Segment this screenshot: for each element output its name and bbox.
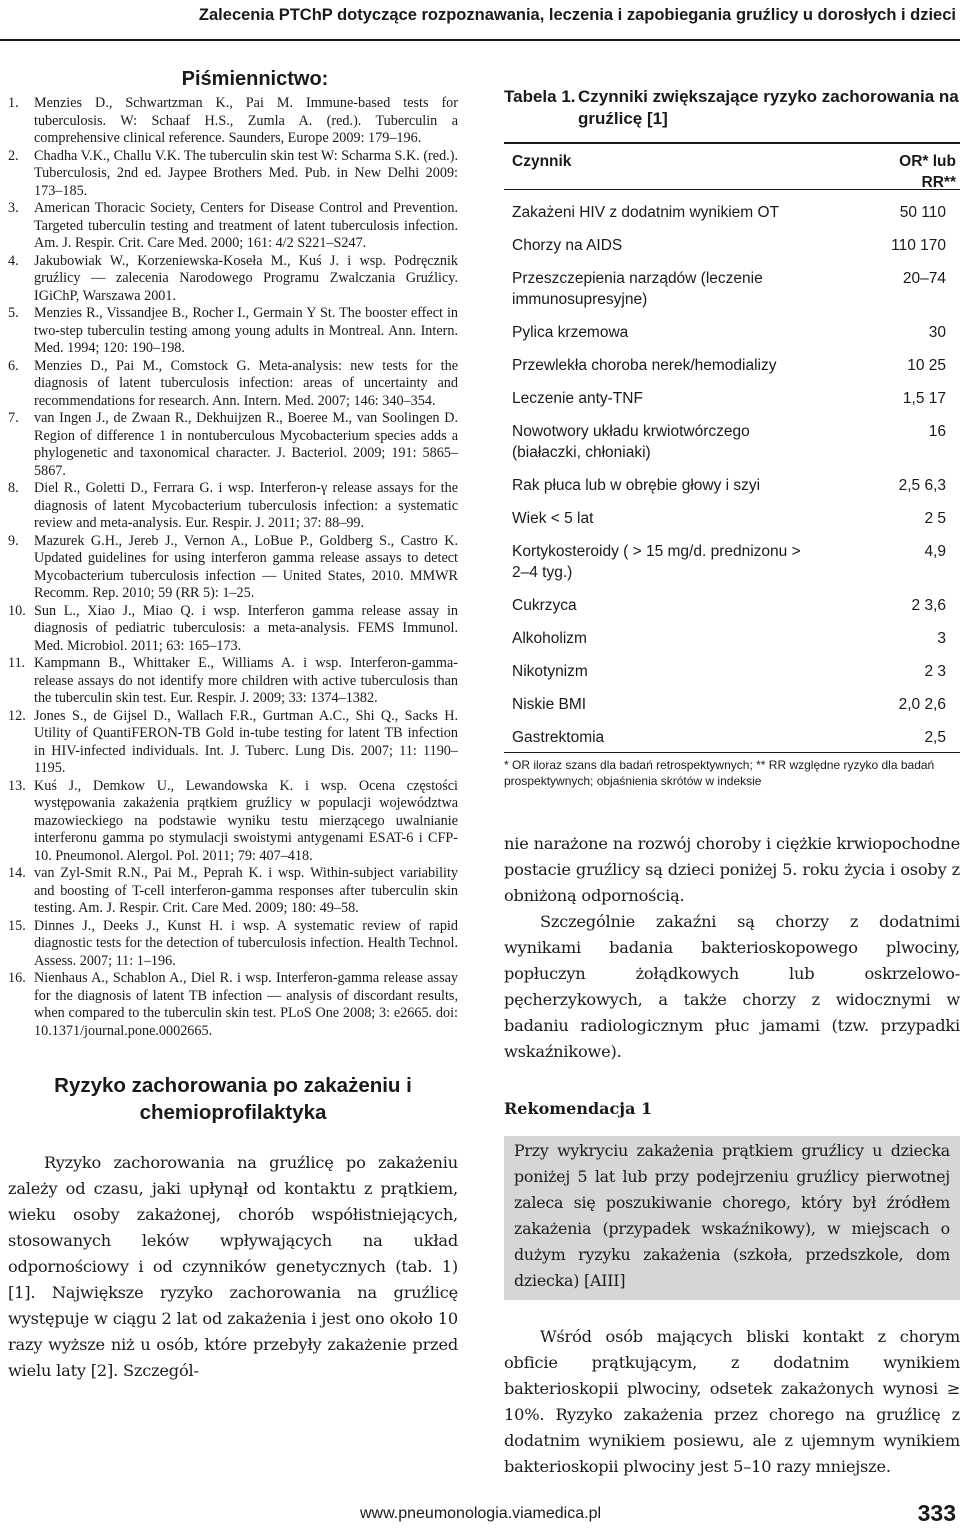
section-paragraph: Ryzyko zachorowania na gruźlicę po zakażeniu zależy od czasu, jaki upłynął od kontaktu z prątkiem, wieku osoby zakażonej, chorób współistniejących, stosowanych leków wpływających na układ odpornościowy i od czynników genetycznych (tab. 1) [1]. Największe ryzyko zachorowania na gruźlicę występuje w ciągu 2 lat od zakażenia i jest ono około 10 razy wyższe niż u osób, które przebyły zakażenie przed wielu laty [2]. Szczegól- — [8, 1153, 458, 1380]
references-title: Piśmiennictwo: — [181, 68, 329, 90]
reference-number: 4. — [8, 252, 19, 269]
table-cell-value: 2,5 — [924, 728, 946, 746]
table-cell-factor: Leczenie anty-TNF — [512, 389, 643, 407]
reference-item — [8, 918, 458, 971]
table-row — [504, 202, 960, 223]
table-cell-factor: Pylica krzemowa — [512, 323, 629, 341]
reference-text: American Thoracic Society, Centers for Disease Control and Prevention. Targeted tuberculin testing and treatment of latent tuberculosis infection. Am. J. Respir. Crit. Care Med. 2000; 161: 4/2 S221–S247. — [34, 200, 458, 251]
table-caption-text: Czynniki zwiększające ryzyko zachorowania na gruźlicę [1] — [578, 87, 959, 128]
table-cell-factor: Alkoholizm — [512, 629, 587, 647]
table-header-value-line1: OR* lub — [899, 152, 956, 170]
reference-item — [8, 603, 458, 656]
reference-number: 12. — [8, 707, 26, 724]
table-cell-factor: Zakażeni HIV z dodatnim wynikiem OT — [512, 203, 780, 221]
left-column — [8, 68, 458, 1384]
table-body — [504, 202, 960, 748]
reference-text: Kuś J., Demkow U., Lewandowska K. i wsp. Ocena częstości występowania zakażenia prątkiem gruźlicy w populacji województwa mazowieckiego na podstawie wyniku testu mierzącego uwalnianie interferonu gamma po stymulacji swoistymi antygenami ESAT-6 i CFP-10. Pneumonol. Alergol. Pol. 2011; 79: 407–418. — [34, 777, 458, 864]
section-title: Ryzyko zachorowania po zakażeniu i chemioprofilaktyka — [54, 1074, 412, 1124]
table-cell-factor: Wiek < 5 lat — [512, 509, 594, 527]
header-rule — [0, 39, 960, 41]
table-row — [504, 235, 960, 256]
reference-text: Dinnes J., Deeks J., Kunst H. i wsp. A systematic review of rapid diagnostic tests for the detection of tuberculosis infection. Health Technol. Assess. 2007; 11: 1–196. — [34, 917, 458, 969]
reference-text: Kampmann B., Whittaker E., Williams A. i wsp. Interferon-gamma-release assays do not identify more children with active tuberculosis than the tuberculin skin test. Eur. Respir. J. 2009; 33: 1374–1382. — [34, 655, 458, 706]
reference-item — [8, 305, 458, 358]
reference-item — [8, 865, 458, 918]
reference-item — [8, 778, 458, 866]
table-cell-factor: Rak płuca lub w obrębie głowy i szyi — [512, 476, 761, 494]
table-cell-value: 2 3 — [924, 662, 946, 680]
table-cell-value: 4,9 — [924, 542, 946, 560]
reference-text: Diel R., Goletti D., Ferrara G. i wsp. Interferon-γ release assays for the diagnosis of latent Mycobacterium tuberculosis infection: a systematic review and meta-analysis. Eur. Respir. J. 2011; 37: 88–99. — [34, 480, 458, 531]
table-cell-value: 10 25 — [907, 356, 946, 374]
table-row — [504, 355, 960, 376]
reference-item — [8, 358, 458, 411]
reference-number: 2. — [8, 147, 19, 164]
right-paragraph-2: Szczególnie zakaźni są chorzy z dodatnimi wynikami badania bakterioskopowego plwociny, popłuczyn żołądkowych lub oskrzelowo-pęcherzykowych, a także chorzy z widocznymi w badaniu radiologicznym płuc jamami (tzw. przypadki wskaźnikowe). — [504, 911, 960, 1061]
table-cell-factor: Przewlekła choroba nerek/hemodializy — [512, 356, 777, 374]
table-row — [504, 727, 960, 748]
table-cell-factor: Nikotynizm — [512, 662, 588, 680]
right-paragraph-1: nie narażone na rozwój choroby i ciężkie krwiopochodne postacie gruźlicy są dzieci poniżej 5. roku życia i osoby z obniżoną odpornością. — [504, 833, 960, 905]
reference-number: 9. — [8, 532, 19, 549]
table-row — [504, 628, 960, 649]
reference-text: Nienhaus A., Schablon A., Diel R. i wsp. Interferon-gamma release assay for the diagnosis of latent TB infection — analysis of discordant results, when compared to the tuberculin skin test. PLoS One 2008; 3: e2665. doi: 10.1371/journal.pone.0002665. — [34, 970, 458, 1039]
table-header-value — [899, 151, 956, 189]
right-column — [504, 86, 960, 1480]
reference-text: van Zyl-Smit R.N., Pai M., Peprah K. i wsp. Within-subject variability and boosting of T-cell interferon-gamma responses after tuberculin skin testing. Am. J. Respir. Crit. Care Med. 2009; 180: 49–58. — [34, 865, 458, 916]
table-row — [504, 508, 960, 529]
table-row — [504, 541, 960, 583]
table-row — [504, 661, 960, 682]
reference-number: 11. — [8, 655, 26, 671]
table-cell-value: 1,5 17 — [902, 389, 946, 407]
table-header-rule — [504, 189, 960, 190]
reference-number: 15. — [8, 917, 26, 934]
table-row — [504, 388, 960, 409]
table-row — [504, 595, 960, 616]
table-cell-value: 50 110 — [899, 203, 946, 221]
right-paragraph-3: Wśród osób mających bliski kontakt z chorym obficie prątkującym, z dodatnim wynikiem bakterioskopii plwociny, odsetek zakażonych wynosi ≥ 10%. Ryzyko zakażenia przez chorego na gruźlicę z dodatnim wynikiem posiewu, ale z ujemnym wynikiem bakterioskopii plwociny jest 5–10 razy mniejsze. — [504, 1326, 960, 1476]
table-cell-factor: Niskie BMI — [512, 695, 587, 713]
running-header — [0, 0, 960, 40]
reference-number: 5. — [8, 305, 19, 321]
recommendation-title: Rekomendacja 1 — [504, 1098, 653, 1118]
table-cell-value: 2,5 6,3 — [898, 476, 946, 494]
reference-number: 3. — [8, 200, 19, 216]
reference-item — [8, 148, 458, 201]
reference-text: Menzies D., Pai M., Comstock G. Meta-analysis: new tests for the diagnosis of latent tuberculosis infection: areas of uncertainty and recommendations for research. Ann. Intern. Med. 2007; 146: 340–354. — [34, 357, 458, 409]
reference-text: van Ingen J., de Zwaan R., Dekhuijzen R., Boeree M., van Soolingen D. Region of difference 1 in nontuberculous Mycobacterium species adds a phylogenetic and taxonomical character. J. Bacteriol. 2009; 191: 5865–5867. — [34, 410, 458, 479]
table-row — [504, 694, 960, 715]
header-title: Zalecenia PTChP dotyczące rozpoznawania, leczenia i zapobiegania gruźlicy u dorosłych i dzieci — [198, 6, 956, 24]
table-header-row — [504, 144, 960, 189]
reference-list — [8, 95, 458, 1040]
table-cell-factor: Przeszczepienia narządów (leczenie immunosupresyjne) — [512, 269, 763, 308]
reference-number: 10. — [8, 602, 26, 619]
reference-item — [8, 655, 458, 708]
reference-text: Menzies R., Vissandjee B., Rocher I., Germain Y St. The booster effect in two-step tuberculin testing among young adults in Montreal. Ann. Intern. Med. 1994; 120: 190–198. — [34, 305, 458, 356]
table-header-value-line2: RR** — [921, 173, 956, 191]
table-cell-value: 16 — [928, 422, 946, 440]
table-cell-factor: Cukrzyca — [512, 596, 577, 614]
table-header-factor: Czynnik — [512, 152, 572, 170]
reference-text: Jones S., de Gijsel D., Wallach F.R., Gurtman A.C., Shi Q., Sacks H. Utility of QuantiFERON-TB Gold in-tube testing for latent TB infection in HIV-infected individuals. Int. J. Tuberc. Lung Dis. 2007; 11: 1190–1195. — [34, 707, 458, 776]
reference-text: Menzies D., Schwartzman K., Pai M. Immune-based tests for tuberculosis. W: Schaaf H.S., Zumla A. (red.). Tuberculin a comprehensive clinical reference. Saunders, Europe 2009: 179–196. — [34, 95, 458, 146]
table-footnote: * OR iloraz szans dla badań retrospektywnych; ** RR względne ryzyko dla badań prospektywnych; objaśnienia skrótów w indeksie — [504, 757, 935, 788]
table-label: Tabela 1. — [504, 87, 576, 106]
reference-item — [8, 533, 458, 603]
table-cell-factor: Gastrektomia — [512, 728, 605, 746]
table-cell-factor: Nowotwory układu krwiotwórczego (białaczki, chłoniaki) — [512, 422, 750, 461]
reference-item — [8, 708, 458, 778]
reference-item — [8, 95, 458, 148]
reference-number: 16. — [8, 970, 26, 986]
table-cell-value: 2,0 2,6 — [898, 695, 946, 713]
page-number: 333 — [917, 1500, 956, 1526]
reference-item — [8, 253, 458, 306]
table-cell-factor: Chorzy na AIDS — [512, 236, 623, 254]
table-row — [504, 268, 960, 310]
footer-url: www.pneumonologia.viamedica.pl — [360, 1505, 602, 1522]
table-row — [504, 475, 960, 496]
table-cell-value: 30 — [928, 323, 946, 341]
reference-text: Mazurek G.H., Jereb J., Vernon A., LoBue P., Goldberg S., Castro K. Updated guidelines for using interferon gamma release assays to detect Mycobacterium tuberculosis infection — United States, 2010. MMWR Recomm. Rep. 2010; 59 (RR 5): 1–25. — [34, 532, 458, 601]
table-caption — [504, 86, 960, 130]
table-cell-value: 20–74 — [902, 269, 946, 287]
reference-number: 8. — [8, 480, 19, 496]
table-cell-value: 3 — [937, 629, 946, 647]
table-bottom-rule — [504, 752, 960, 753]
table-cell-value: 2 3,6 — [911, 596, 946, 614]
reference-number: 6. — [8, 357, 19, 374]
table-cell-value: 110 170 — [891, 236, 946, 254]
reference-number: 1. — [8, 95, 19, 111]
table-row — [504, 322, 960, 343]
reference-number: 14. — [8, 865, 26, 881]
reference-number: 7. — [8, 410, 19, 426]
table-cell-factor: Kortykosteroidy ( > 15 mg/d. prednizonu > 2–4 tyg.) — [512, 542, 801, 581]
table-row — [504, 421, 960, 463]
reference-text: Chadha V.K., Challu V.K. The tuberculin skin test W: Scharma S.K. (red.). Tuberculosis, 2nd ed. Jaypee Brothers Med. Pub. in New Delhi 2009: 173–185. — [34, 147, 458, 199]
table-cell-value: 2 5 — [924, 509, 946, 527]
reference-item — [8, 200, 458, 253]
reference-item — [8, 480, 458, 533]
reference-text: Jakubowiak W., Korzeniewska-Koseła M., Kuś J. i wsp. Podręcznik gruźlicy — zalecenia Narodowego Programu Zwalczania Gruźlicy. IGiChP, Warszawa 2001. — [34, 252, 458, 304]
reference-number: 13. — [8, 777, 26, 794]
reference-item — [8, 410, 458, 480]
reference-item — [8, 970, 458, 1040]
reference-text: Sun L., Xiao J., Miao Q. i wsp. Interferon gamma release assay in diagnosis of pediatric tuberculosis: a meta-analysis. FEMS Immunol. Med. Microbiol. 2011; 63: 165–173. — [34, 602, 458, 654]
recommendation-box: Przy wykryciu zakażenia prątkiem gruźlicy u dziecka poniżej 5 lat lub przy podejrzeniu gruźlicy pierwotnej zaleca się poszukiwanie chorego, który był źródłem zakażenia (przypadek wskaźnikowy), w miejscach o dużym ryzyku zakażenia (szkoła, przedszkole, dom dziecka) [AIII] — [504, 1136, 960, 1300]
